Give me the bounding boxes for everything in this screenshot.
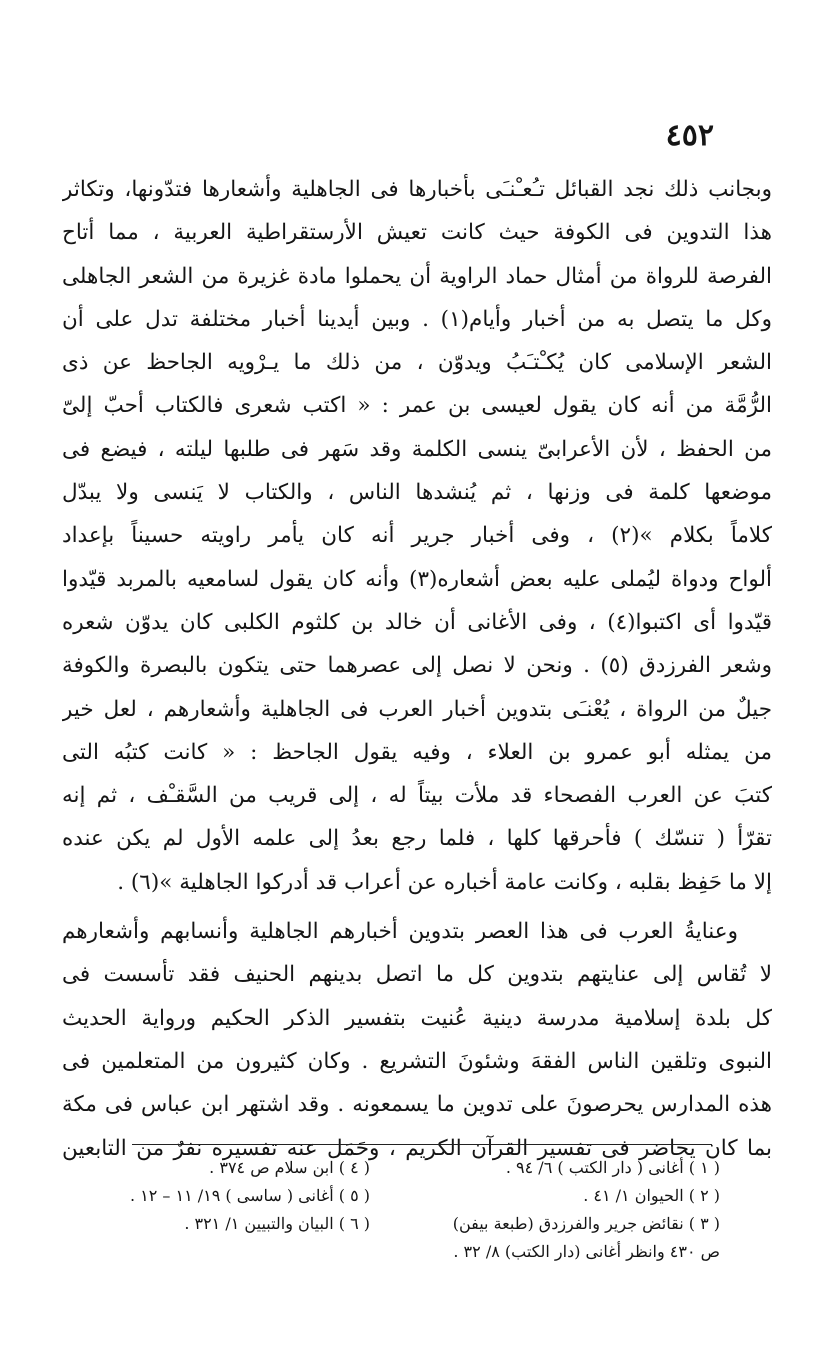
- footnote-6: ( ٦ ) البيان والتبيين ١/ ٣٢١ .: [184, 1214, 370, 1233]
- footnote-1: ( ١ ) أغانى ( دار الكتب ) ٦/ ٩٤ .: [505, 1158, 720, 1177]
- text-line: موضعها كلمة فى وزنها ، ثم يُنشدها الناس ، والكتاب لا يَنسى ولا يبدّل: [62, 480, 772, 506]
- text-line: هذه المدارس يحرصونَ على تدوين ما يسمعونه . وقد اشتهر ابن عباس فى مكة: [62, 1092, 772, 1118]
- text-line: النبوى وتلقين الناس الفقهَ وشئونَ التشريع . وكان كثيرون من المتعلمين فى: [62, 1048, 772, 1074]
- paragraph-2: [62, 910, 772, 1170]
- text-line: إلا ما حَفِظ بقلبه ، وكانت عامة أخباره عن أعراب قد أدركوا الجاهلية »(٦) .: [117, 869, 772, 895]
- text-line: كتبَ عن العرب الفصحاء قد ملأت بيتاً له ، إلى قريب من السَّقـْف ، ثم إنه: [62, 783, 772, 809]
- footnotes-column-right: [390, 1154, 720, 1266]
- text-line: كل بلدة إسلامية مدرسة دينية عُنيت بتفسير الذكر الحكيم ورواية الحديث: [62, 1005, 772, 1031]
- footnote-5: ( ٥ ) أغانى ( ساسى ) ١٩/ ١١ – ١٢ .: [129, 1186, 370, 1205]
- footnote-4: ( ٤ ) ابن سلام ص ٣٧٤ .: [209, 1158, 370, 1177]
- footnote-divider: [132, 1144, 712, 1145]
- text-line: ألواح ودواة ليُملى عليه بعض أشعاره(٣) وأنه كان يقول لسامعيه بالمربد قيّدوا: [62, 566, 772, 592]
- text-line: الشعر الإسلامى كان يُكـْتـَبُ ويدوّن ، من ذلك ما يـرْويه الجاحظ عن ذى: [62, 350, 772, 376]
- text-line: جيلٌ من الرواة ، يُعْنـَى بتدوين أخبار العرب فى الجاهلية وأشعارهم ، لعل خير: [62, 696, 772, 722]
- text-line: بما كان يحاضر فى تفسير القرآن الكريم ، وحَمَل عنه تفسيره نفرٌ من التابعين: [62, 1135, 772, 1161]
- text-line: من الحفظ ، لأن الأعرابىّ ينسى الكلمة وقد سَهر فى طلبها ليلته ، فيضع فى: [62, 436, 772, 462]
- text-line: هذا التدوين فى الكوفة حيث كانت تعيش الأرستقراطية العربية ، مما أتاح: [62, 220, 772, 246]
- page-number: ٤٥٢: [665, 118, 714, 153]
- footnotes-column-left: [80, 1154, 370, 1266]
- footnote-3-continued: ص ٤٣٠ وانظر أغانى (دار الكتب) ٨/ ٣٢ .: [453, 1242, 720, 1261]
- paragraph-1: [62, 168, 772, 904]
- text-line: الفرصة للرواة من أمثال حماد الراوية أن يحملوا مادة غزيرة من الشعر الجاهلى: [62, 263, 772, 289]
- text-line: تقرّأ ( تنسّك ) فأحرقها كلها ، فلما رجع بعدُ إلى علمه الأول لم يكن عنده: [62, 826, 772, 852]
- text-line: كلاماً بكلام »(٢) ، وفى أخبار جرير أنه كان يأمر راويته حسيناً بإعداد: [62, 523, 772, 549]
- text-line: من يمثله أبو عمرو بن العلاء ، وفيه يقول الجاحظ : « كانت كتبُه التى: [62, 739, 772, 765]
- text-line: وبجانب ذلك نجد القبائل تـُعـْنـَى بأخبارها فى الجاهلية وأشعارها فتدّونها، وتكاثر: [62, 177, 772, 202]
- body-text: [62, 168, 772, 1170]
- text-line: الرُّمَّة من أنه كان يقول لعيسى بن عمر : « اكتب شعرى فالكتاب أحبّ إلىّ: [62, 393, 772, 419]
- footnotes: [80, 1154, 720, 1266]
- text-line: قيّدوا أى اكتبوا(٤) ، وفى الأغانى أن خالد بن كلثوم الكلبى كان يدوّن شعره: [62, 609, 772, 635]
- text-line: وشعر الفرزدق (٥) . ونحن لا نصل إلى عصرهما حتى يتكون بالبصرة والكوفة: [62, 653, 772, 679]
- footnote-2: ( ٢ ) الحيوان ١/ ٤١ .: [583, 1186, 720, 1205]
- text-line: لا تُقاس إلى عنايتهم بتدوين كل ما اتصل بدينهم الحنيف فقد تأسست فى: [62, 962, 772, 988]
- footnote-3: ( ٣ ) نقائض جرير والفرزدق (طبعة بيفن): [452, 1214, 720, 1233]
- text-line: وعنايةُ العرب فى هذا العصر بتدوين أخبارهم الجاهلية وأنسابهم وأشعارهم: [62, 919, 738, 945]
- text-line: وكل ما يتصل به من أخبار وأيام(١) . وبين أيدينا أخبار مختلفة تدل على أن: [62, 306, 772, 332]
